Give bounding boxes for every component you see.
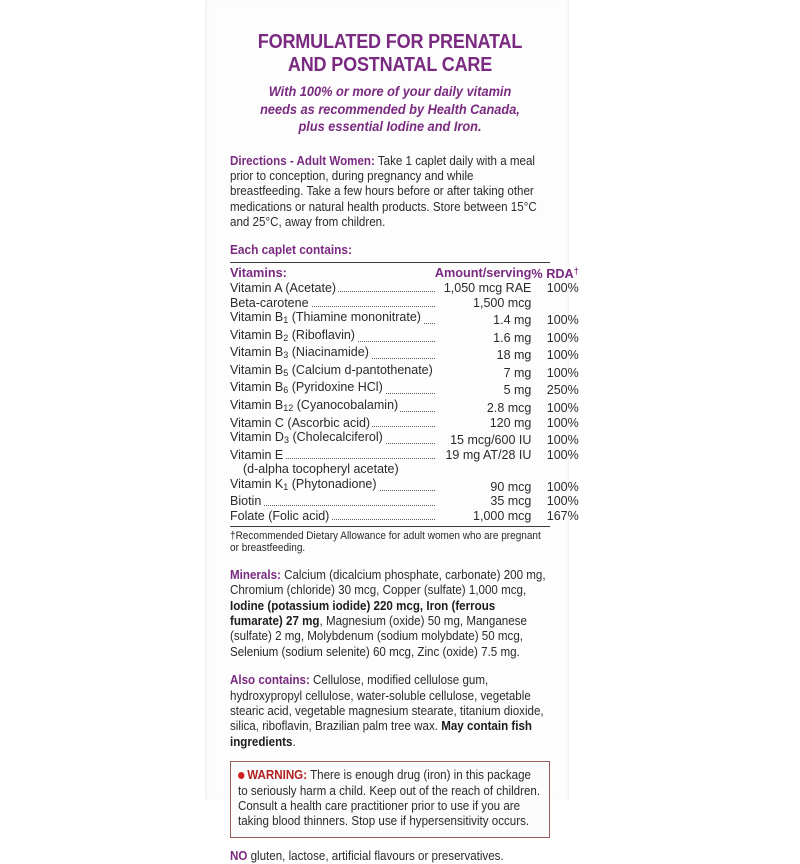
nutrient-row xyxy=(230,345,579,363)
nutrient-rows xyxy=(230,281,579,524)
nutrient-row xyxy=(230,494,579,509)
nutrient-rda-percent: 100% xyxy=(546,400,579,415)
nutrient-amount: 1,050 mcg RAE xyxy=(435,281,532,296)
column-header-amount: Amount/serving xyxy=(434,266,532,281)
nutrient-rda-percent: 100% xyxy=(546,280,579,295)
nutrient-row xyxy=(230,430,579,448)
nutrient-row xyxy=(230,398,579,416)
nutrient-row xyxy=(230,462,579,477)
nutrient-name: Vitamin $B_1$ (Thiamine mononitrate) xyxy=(230,310,435,328)
nutrient-name: Vitamin $B_{12}$ (Cyanocobalamin) xyxy=(230,398,435,416)
nutrient-rda-percent: 100% xyxy=(546,415,579,430)
directions-text: Take 1 caplet daily with a meal prior to conception, during pregnancy and while breastfeeding. Take a few hours before or after taking other medications or natural health products. Store between 15°C and 25°C, away from children. xyxy=(230,153,537,230)
minerals-iodine-iron-bold: Iodine (potassium iodide) 220 mcg, Iron (ferrous fumarate) 27 mg xyxy=(230,598,496,629)
header-subtitle-line-2: needs as recommended by Health Canada, xyxy=(260,101,520,118)
nutrient-rda-percent: 100% xyxy=(546,348,579,363)
directions-label: Directions - Adult Women: xyxy=(230,153,375,168)
nutrient-rda-percent xyxy=(531,462,578,477)
also-contains-tail: . xyxy=(292,734,296,749)
nutrient-row xyxy=(230,477,579,495)
nutrient-row xyxy=(230,296,579,311)
warning-paragraph xyxy=(238,768,542,830)
nutrient-rda-percent: 100% xyxy=(546,494,579,509)
no-claims-text: gluten, lactose, artificial flavours or preservatives. xyxy=(247,848,504,863)
nutrient-name: Beta-carotene xyxy=(230,296,435,311)
nutrient-facts-table xyxy=(230,262,579,555)
nutrient-amount: 2.8 mcg xyxy=(435,398,532,416)
directions-paragraph xyxy=(230,154,550,231)
nutrient-amount: 7 mg xyxy=(435,363,532,381)
nutrient-name: Vitamin C (Ascorbic acid) xyxy=(230,416,435,431)
nutrient-rda-percent: 100% xyxy=(546,479,579,494)
minerals-paragraph xyxy=(230,568,550,660)
no-claims-label: NO xyxy=(230,848,248,863)
nutrient-amount: 15 mcg/600 IU xyxy=(435,430,532,448)
column-header-vitamins: Vitamins: xyxy=(230,266,287,281)
nutrient-row xyxy=(230,310,579,328)
nutrient-amount: 5 mg xyxy=(435,380,532,398)
free-from-claims xyxy=(230,849,550,864)
nutrient-amount xyxy=(435,462,532,477)
nutrient-amount: 120 mg xyxy=(435,416,532,431)
nutrient-name: Vitamin E xyxy=(230,448,435,463)
nutrient-name: Vitamin $B_3$ (Niacinamide) xyxy=(230,345,435,363)
table-header-row xyxy=(230,264,579,281)
header-title-line-2: AND POSTNATAL CARE xyxy=(287,53,493,76)
fish-ingredients-notice: May contain fish ingredients xyxy=(230,719,532,749)
nutrient-row xyxy=(230,328,579,346)
nutrient-name: Folate (Folic acid) xyxy=(230,509,435,524)
nutrient-name: Vitamin A (Acetate) xyxy=(230,281,435,296)
table-bottom-rule xyxy=(230,526,550,527)
nutrient-row xyxy=(230,380,579,398)
nutrient-amount: 18 mg xyxy=(435,345,532,363)
nutrient-row xyxy=(230,509,579,524)
header-subtitle-line-3: plus essential Iodine and Iron. xyxy=(298,119,482,135)
minerals-label: Minerals: xyxy=(230,567,281,582)
nutrient-name: Vitamin $B_5$ (Calcium d-pantothenate) xyxy=(230,362,433,378)
label-content xyxy=(230,0,579,863)
nutrient-row xyxy=(230,363,579,381)
nutrient-name: Biotin xyxy=(230,494,435,509)
rda-footnote-text: †Recommended Dietary Allowance for adult women who are pregnant or breastfeeding. xyxy=(230,529,541,555)
nutrient-name: Vitamin $K_1$ (Phytonadione) xyxy=(230,477,435,495)
minerals-text-part-1: Calcium (dicalcium phosphate, carbonate) 200 mg, Chromium (chloride) 30 mcg, Copper (sulfate) 1,000 mcg, xyxy=(230,567,546,598)
nutrient-amount: 1.4 mg xyxy=(435,310,532,328)
each-caplet-contains-heading: Each caplet contains: xyxy=(230,241,352,257)
nutrient-rda-percent: 250% xyxy=(546,383,579,398)
header-subtitle xyxy=(230,76,550,137)
warning-bullet-icon xyxy=(238,772,244,779)
column-header-rda xyxy=(531,264,578,281)
nutrient-row xyxy=(230,281,579,296)
column-header-rda-text: % RDA xyxy=(531,266,574,281)
header-title xyxy=(230,0,550,76)
warning-text: There is enough drug (iron) in this package to seriously harm a child. Keep out of the reach of children. Consult a health care practitioner prior to use if you are taking blood thinners. Stop use if hypersensitivity occurs. xyxy=(238,768,541,829)
nutrient-amount: 19 mg AT/28 IU xyxy=(435,448,532,463)
header-title-line-1: FORMULATED FOR PRENATAL xyxy=(257,30,523,53)
also-contains-label: Also contains: xyxy=(230,673,310,688)
header-subtitle-line-1: With 100% or more of your daily vitamin xyxy=(268,84,512,100)
nutrient-rda-percent: 100% xyxy=(546,330,579,345)
nutrient-rda-percent: 100% xyxy=(546,365,579,380)
nutrient-name: Vitamin $B_6$ (Pyridoxine HCl) xyxy=(230,380,435,398)
nutrient-row xyxy=(230,448,579,463)
nutrient-rda-percent: 100% xyxy=(546,313,579,328)
nutrient-rda-percent: 167% xyxy=(546,509,579,524)
also-contains-paragraph xyxy=(230,673,550,750)
nutrient-amount: 90 mcg xyxy=(435,477,532,495)
nutrient-name: Vitamin $D_3$ (Cholecalciferol) xyxy=(230,430,435,448)
rda-footnote-marker: † xyxy=(573,265,579,276)
minerals-text-part-2: , Magnesium (oxide) 50 mg, Manganese (sulfate) 2 mg, Molybdenum (sodium molybdate) 50 mcg, Selenium (sodium selenite) 60 mcg, Zinc (oxide) 7.5 mg. xyxy=(230,614,527,659)
nutrient-name: (d-alpha tocopheryl acetate) xyxy=(243,462,399,477)
nutrient-amount: 1,000 mcg xyxy=(435,509,532,524)
nutrient-name: Vitamin $B_2$ (Riboflavin) xyxy=(230,328,435,346)
warning-label: WARNING: xyxy=(247,768,308,783)
nutrient-row xyxy=(230,416,579,431)
nutrient-amount: 1.6 mg xyxy=(435,328,532,346)
nutrient-rda-percent: 100% xyxy=(546,447,579,462)
nutrient-amount: 35 mcg xyxy=(435,494,532,509)
also-contains-text: Cellulose, modified cellulose gum, hydroxypropyl cellulose, water-soluble cellulose, vegetable stearic acid, vegetable magnesium stearate, titanium dioxide, silica, riboflavin, Brazilian palm tree wax. xyxy=(230,673,544,734)
supplement-label-panel xyxy=(205,0,579,863)
nutrient-amount: 1,500 mcg xyxy=(435,296,532,311)
nutrient-rda-percent: 100% xyxy=(546,433,579,448)
nutrient-rda-percent xyxy=(531,296,578,311)
